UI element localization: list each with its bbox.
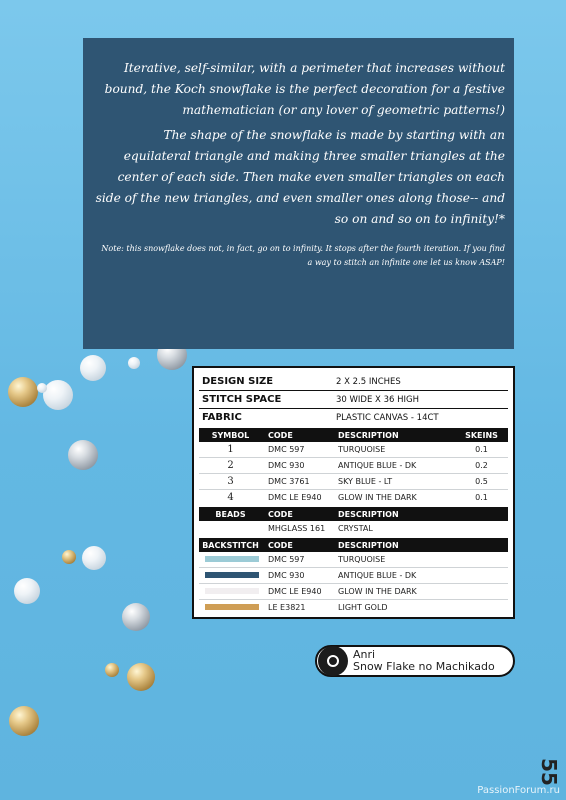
fabric-row: [199, 409, 508, 426]
backstitch-header-label: BACKSTITCH: [202, 540, 259, 550]
color-swatch: [205, 556, 259, 562]
symbol-row: [199, 490, 508, 505]
backstitch-description-cell: LIGHT GOLD: [338, 603, 388, 612]
backstitch-row: [199, 568, 508, 584]
symbol-row: [199, 474, 508, 490]
symbol-header-description: DESCRIPTION: [338, 430, 399, 440]
watermark: PassionForum.ru: [477, 785, 560, 796]
bead-code-cell: MHGLASS 161: [268, 524, 326, 533]
backstitch-row: [199, 584, 508, 600]
code-cell: DMC 597: [268, 445, 305, 454]
color-swatch: [205, 588, 259, 594]
backstitch-description-cell: TURQUOISE: [338, 555, 386, 564]
note-text: Note: this snowflake does not, in fact, go on to infinity. It stops after the fourth iteration. If you find a way to stitch an infinite one let us know ASAP!: [101, 244, 505, 267]
vinyl-disc-icon: [318, 646, 348, 676]
design-size-value: 2 X 2.5 INCHES: [336, 376, 401, 387]
skeins-cell: 0.2: [475, 461, 488, 470]
description-panel: [83, 38, 514, 349]
bead: [62, 550, 76, 564]
intro-text: Iterative, self-similar, with a perimeter that increases without bound, the Koch snowflake is the perfect decoration for a festive mathematician (or any lover of geometric patterns!): [104, 61, 505, 117]
fabric-label: FABRIC: [202, 412, 242, 423]
beads-header: [199, 507, 508, 521]
description-cell: GLOW IN THE DARK: [338, 493, 417, 502]
symbol-row: [199, 458, 508, 474]
symbol-cell: 1: [227, 444, 234, 455]
backstitch-header: [199, 538, 508, 552]
bead: [14, 578, 40, 604]
color-swatch: [205, 572, 259, 578]
skeins-cell: 0.5: [475, 477, 488, 486]
backstitch-description-cell: GLOW IN THE DARK: [338, 587, 417, 596]
bead: [127, 663, 155, 691]
bead: [128, 357, 140, 369]
bead-row: [199, 521, 508, 536]
description-cell: ANTIQUE BLUE - DK: [338, 461, 417, 470]
backstitch-row: [199, 600, 508, 615]
description-cell: SKY BLUE - LT: [338, 477, 393, 486]
stitch-space-value: 30 WIDE X 36 HIGH: [336, 394, 419, 405]
skeins-cell: 0.1: [475, 445, 488, 454]
stitch-space-label: STITCH SPACE: [202, 394, 282, 405]
bead: [8, 377, 38, 407]
shape-text: The shape of the snowflake is made by starting with an equilateral triangle and making three smaller triangles at the center of each side. Then make even smaller triangles on each side of the new triangles, and even smaller ones along those-- and so on and so on to infinity!*: [95, 128, 505, 226]
beads-header-label: BEADS: [215, 509, 246, 519]
code-cell: DMC 930: [268, 461, 305, 470]
bead: [43, 380, 73, 410]
bead: [105, 663, 119, 677]
symbol-header: [199, 428, 508, 442]
code-cell: DMC 3761: [268, 477, 310, 486]
page-number: 55: [537, 758, 562, 786]
bead-description-cell: CRYSTAL: [338, 524, 373, 533]
beads-header-code: CODE: [268, 509, 293, 519]
bead: [37, 383, 47, 393]
song-title: Snow Flake no Machikado: [353, 660, 495, 673]
song-recommendation: [315, 645, 515, 677]
backstitch-header-code: CODE: [268, 540, 293, 550]
backstitch-code-cell: LE E3821: [268, 603, 306, 612]
bead: [82, 546, 106, 570]
skeins-cell: 0.1: [475, 493, 488, 502]
backstitch-header-description: DESCRIPTION: [338, 540, 399, 550]
fabric-value: PLASTIC CANVAS - 14CT: [336, 412, 439, 423]
symbol-cell: 2: [227, 460, 234, 471]
bead: [80, 355, 106, 381]
code-cell: DMC LE E940: [268, 493, 322, 502]
backstitch-description-cell: ANTIQUE BLUE - DK: [338, 571, 417, 580]
beads-header-description: DESCRIPTION: [338, 509, 399, 519]
symbol-cell: 4: [227, 492, 234, 503]
backstitch-row: [199, 552, 508, 568]
description-cell: TURQUOISE: [338, 445, 386, 454]
color-swatch: [205, 604, 259, 610]
symbol-header-code: CODE: [268, 430, 293, 440]
backstitch-code-cell: DMC 930: [268, 571, 305, 580]
design-size-row: [199, 373, 508, 391]
backstitch-code-cell: DMC LE E940: [268, 587, 322, 596]
symbol-header-symbol: SYMBOL: [211, 430, 250, 440]
symbol-row: [199, 442, 508, 458]
stitch-space-row: [199, 391, 508, 409]
song-artist: Anri: [353, 648, 376, 661]
symbol-cell: 3: [227, 476, 234, 487]
bead: [9, 706, 39, 736]
symbol-header-skeins: SKEINS: [465, 430, 498, 440]
design-size-label: DESIGN SIZE: [202, 376, 274, 387]
chart-key: [192, 366, 515, 619]
song-text: [353, 649, 495, 673]
backstitch-code-cell: DMC 597: [268, 555, 305, 564]
bead: [68, 440, 98, 470]
bead: [122, 603, 150, 631]
